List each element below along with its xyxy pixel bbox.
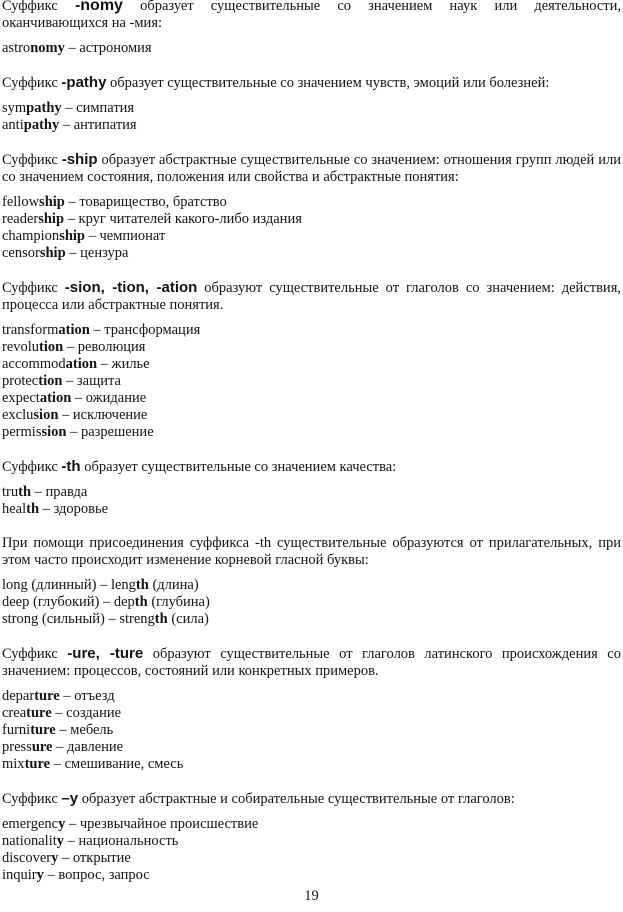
word-stem: furni [2,722,31,738]
intro-text: Суффикс [2,280,65,296]
intro-text: Суффикс [2,791,62,807]
word-example [2,611,621,628]
section-ship [2,151,621,262]
word-example [2,322,621,339]
word-example [2,194,621,211]
word-stem: long (длинный) – leng [2,577,136,593]
word-translation: – исключение [58,407,148,423]
paragraph-pathy [2,74,621,92]
word-stem: protec [2,373,39,389]
word-list [2,322,621,441]
word-translation: – чемпионат [85,228,166,244]
word-stem: exclu [2,407,34,423]
word-example [2,228,621,245]
word-suffix: th [135,577,149,593]
word-translation: – цензура [65,245,129,261]
word-example [2,833,621,850]
intro-text: образует существительные со значением наук или деятельности, оканчивающихся на -мия: [2,0,621,31]
word-translation: – здоровье [39,501,109,517]
word-example [2,211,621,228]
word-example [2,705,621,722]
suffix-label: –y [61,790,79,807]
word-suffix: ture [24,756,51,772]
word-translation: – правда [31,484,88,500]
word-suffix: ure [31,739,53,755]
word-list [2,194,621,262]
word-list [2,40,621,57]
word-suffix: pathy [23,117,60,133]
intro-text: образует абстрактные и собирательные существительные от глаголов: [78,791,515,807]
word-translation: – революция [63,339,146,355]
word-example [2,577,621,594]
word-translation: – симпатия [61,100,135,116]
word-translation: – защита [62,373,121,389]
word-translation: – чрезвычайное происшествие [65,816,259,832]
word-stem: depar [2,688,35,704]
word-stem: censor [2,245,40,261]
word-stem: revolu [2,339,40,355]
intro-text: При помощи присоединения суффикса -th существительные образуются от прилагательных, при этом часто происходит изменение корневой гласной буквы: [2,535,621,568]
word-translation: – мебель [55,722,114,738]
section-pathy [2,74,621,134]
paragraph-tion [2,279,621,314]
intro-text: образует абстрактные существительные со значением: отношения групп людей или со значением состояния, положения или свойства и абстрактные понятия: [2,152,621,185]
word-example [2,339,621,356]
intro-text: Суффикс [2,75,62,91]
word-stem: press [2,739,32,755]
word-suffix: ation [39,390,72,406]
word-example [2,100,621,117]
word-example [2,867,621,884]
word-suffix: ship [39,194,65,210]
word-list [2,484,621,518]
intro-text: образуют существительные от глаголов латинского происхождения со значением: процессов, состояний или конкретных примеров. [2,646,621,679]
document-content [2,0,621,884]
word-translation: – национальность [64,833,179,849]
word-example [2,373,621,390]
word-example [2,117,621,134]
word-translation: – ожидание [71,390,147,406]
word-stem: astro [2,40,31,56]
word-translation: – отъезд [59,688,115,704]
word-suffix: tion [39,339,64,355]
word-example [2,390,621,407]
suffix-label: -th [61,458,81,475]
suffix-label: -nomy [74,0,123,14]
word-stem: sym [2,100,27,116]
word-example [2,407,621,424]
word-suffix: sion [41,424,67,440]
word-list [2,816,621,884]
intro-text: Суффикс [2,0,75,14]
word-list [2,688,621,773]
section-th [2,458,621,518]
word-suffix: ture [34,688,60,704]
word-stem: transform [2,322,59,338]
word-example [2,688,621,705]
word-example [2,245,621,262]
word-example [2,40,621,57]
word-translation: – разрешение [66,424,154,440]
word-example [2,594,621,611]
word-example [2,484,621,501]
word-suffix: sion [33,407,59,423]
word-suffix: ation [65,356,98,372]
word-example [2,756,621,773]
suffix-label: -ship [61,151,98,168]
word-translation: – смешивание, смесь [50,756,184,772]
word-translation: – давление [52,739,124,755]
word-suffix: nomy [30,40,65,56]
intro-text: Суффикс [2,646,68,662]
document-page [2,0,621,884]
word-translation: – астрономия [64,40,152,56]
word-stem: discover [2,850,52,866]
word-list [2,577,621,628]
word-translation: – товарищество, братство [64,194,227,210]
word-suffix: th [134,594,148,610]
paragraph-th-adj [2,535,621,569]
word-stem: tru [2,484,19,500]
word-suffix: th [26,501,40,517]
word-translation: – вопрос, запрос [43,867,150,883]
paragraph-y [2,790,621,808]
word-stem: inquir [2,867,37,883]
suffix-label: -sion, -tion, -ation [64,279,198,296]
word-translation: – жилье [97,356,150,372]
word-example [2,424,621,441]
word-stem: anti [2,117,24,133]
intro-text: Суффикс [2,152,62,168]
word-suffix: ship [39,245,66,261]
word-stem: fellow [2,194,40,210]
word-list [2,100,621,134]
suffix-label: -pathy [61,74,107,91]
word-suffix: th [154,611,168,627]
word-stem-end: (глубина) [147,594,210,610]
word-suffix: ation [58,322,90,338]
word-suffix: y [51,850,59,866]
word-stem: permis [2,424,42,440]
word-example [2,722,621,739]
word-stem: nationalit [2,833,57,849]
word-suffix: y [56,833,65,849]
word-suffix: th [18,484,32,500]
word-example [2,739,621,756]
word-translation: – антипатия [59,117,137,133]
intro-text: образует существительные со значением качества: [80,459,397,475]
intro-text: образует существительные со значением чувств, эмоций или болезней: [106,75,550,91]
paragraph-th [2,458,621,476]
word-translation: – круг читателей какого-либо издания [64,211,302,227]
paragraph-ship [2,151,621,186]
word-stem-end: (сила) [167,611,209,627]
paragraph-ure [2,645,621,680]
word-stem: emergenc [2,816,59,832]
word-stem: champion [2,228,60,244]
suffix-label: -ure, -ture [67,645,144,662]
word-translation: – создание [51,705,122,721]
word-stem: deep (глубокий) – dep [2,594,135,610]
section-tion [2,279,621,441]
word-suffix: ture [26,705,52,721]
word-suffix: pathy [26,100,62,116]
word-example [2,850,621,867]
word-translation: – трансформация [89,322,201,338]
word-stem: strong (сильный) – streng [2,611,155,627]
word-stem: crea [2,705,27,721]
section-nomy [2,0,621,57]
page-number: 19 [304,888,319,904]
section-th-adj [2,535,621,628]
intro-text: Суффикс [2,459,62,475]
word-suffix: ship [38,211,65,227]
word-stem: reader [2,211,39,227]
word-stem: accommod [2,356,66,372]
word-stem: mix [2,756,25,772]
word-suffix: ship [59,228,85,244]
word-stem: expect [2,390,40,406]
word-stem: heal [2,501,27,517]
section-ure [2,645,621,773]
word-example [2,501,621,518]
word-example [2,816,621,833]
word-suffix: y [36,867,44,883]
word-suffix: y [58,816,66,832]
section-y [2,790,621,884]
word-translation: – открытие [58,850,131,866]
word-stem-end: (длина) [148,577,199,593]
intro-text: образуют существительные от глаголов со значением: действия, процесса или абстрактные понятия. [2,280,621,313]
word-suffix: tion [38,373,63,389]
word-example [2,356,621,373]
paragraph-nomy [2,0,621,32]
word-suffix: ture [30,722,56,738]
